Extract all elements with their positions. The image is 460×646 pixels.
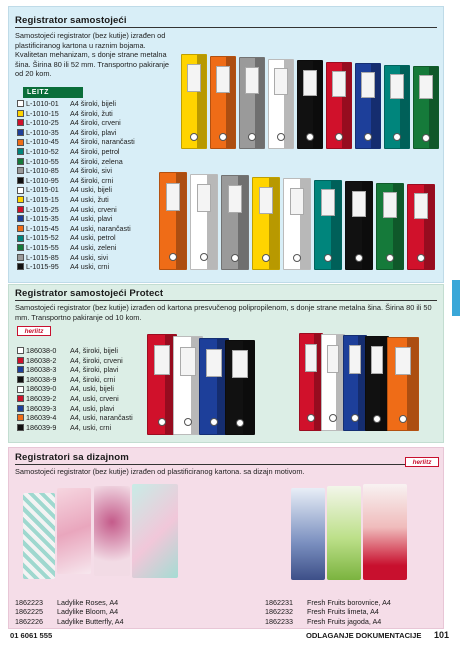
list-item [17, 384, 133, 394]
product-code: 1862223 [15, 598, 43, 607]
list-item [17, 185, 135, 195]
color-swatch [17, 235, 24, 242]
finger-hole [231, 254, 239, 262]
spine-label [332, 71, 345, 97]
color-swatch [17, 414, 24, 421]
binder [343, 335, 367, 431]
section-description: Samostojeći registrator (bez kutije) izrađen od plastificiranog kartona. sa dizajn motivom. [15, 467, 305, 476]
color-swatch [17, 206, 24, 213]
product-code: L-1010-55 [26, 156, 59, 166]
product-code: L-1010-15 [26, 108, 59, 118]
product-code: 1862231 [265, 598, 293, 607]
color-swatch [17, 167, 24, 174]
list-item [17, 375, 133, 385]
spine-label [327, 345, 339, 374]
product-description: A4 široki, petrol [70, 146, 120, 156]
list-item [17, 137, 135, 147]
product-code: 186038-2 [26, 355, 57, 365]
list-item [17, 262, 135, 272]
binder [190, 174, 218, 271]
list-item [17, 157, 135, 167]
section-title: Registratori sa dizajnom [15, 452, 129, 463]
product-description: A4 uski, narančasti [70, 223, 131, 233]
product-code: L-1010-95 [26, 175, 59, 185]
product-code: 1862226 [15, 616, 43, 626]
product-code: L-1015-01 [26, 185, 59, 195]
list-item [17, 243, 135, 253]
fresh-fruits-borovnice-binder [291, 488, 325, 580]
product-description: A4, uski, crni [70, 422, 112, 432]
binder [387, 337, 419, 431]
color-swatch [17, 366, 24, 373]
product-description: A4 široki, bijeli [70, 99, 116, 108]
color-swatch [17, 158, 24, 165]
list-item [265, 617, 391, 626]
product-list-fresh-fruits [265, 598, 391, 626]
list-item [17, 109, 135, 119]
divider [15, 27, 437, 28]
spine-label [180, 347, 196, 376]
list-item [17, 214, 135, 224]
color-swatch [17, 119, 24, 126]
product-code: L-1010-25 [26, 118, 59, 128]
product-code: 186038-0 [26, 346, 57, 355]
product-code: L-1010-01 [26, 99, 59, 108]
list-item [17, 166, 135, 176]
binder [221, 175, 249, 270]
binder [239, 57, 265, 149]
ladylike-butterfly-binder [94, 486, 130, 576]
product-code: 186039-9 [26, 422, 57, 432]
ladylike-bloom-binder [57, 488, 91, 574]
list-item [265, 607, 391, 616]
section-registrator-samostojeci [8, 6, 444, 283]
color-swatch [17, 187, 24, 194]
section-title: Registrator samostojeći Protect [15, 288, 164, 299]
spine-label [216, 66, 229, 93]
list-item [17, 365, 133, 375]
color-swatch [17, 386, 24, 393]
finger-hole [293, 254, 301, 262]
product-description: A4 uski, zeleni [70, 242, 117, 252]
finger-hole [277, 133, 285, 141]
binder [384, 65, 410, 150]
binder [225, 340, 255, 435]
product-description: Fresh Fruits jagoda, A4 [307, 616, 382, 626]
spine-label [245, 67, 258, 94]
list-item [17, 404, 133, 414]
color-swatch [17, 148, 24, 155]
herlitz-logo [17, 326, 51, 336]
finger-hole [399, 415, 407, 423]
product-description: A4, široki, plavi [70, 365, 119, 375]
list-item [17, 118, 135, 128]
color-swatch [17, 100, 24, 107]
spine-label [154, 345, 170, 375]
product-description: A4 široki, crni [70, 175, 114, 185]
product-description: A4 široki, narančasti [70, 137, 135, 147]
color-swatch [17, 376, 24, 383]
product-description: Ladylike Butterfly, A4 [57, 616, 124, 626]
side-tab [452, 280, 460, 316]
color-swatch [17, 129, 24, 136]
product-code: L-1010-85 [26, 166, 59, 176]
spine-label [166, 183, 181, 212]
brand-name: herlitz [412, 458, 432, 466]
color-swatch [17, 357, 24, 364]
product-code: 186038-3 [26, 365, 57, 375]
color-swatch [17, 215, 24, 222]
list-item [17, 413, 133, 423]
product-description: A4 uski, sivi [70, 252, 108, 262]
spine-label [383, 192, 398, 218]
product-code: L-1015-95 [26, 262, 59, 272]
binder [413, 66, 439, 149]
product-code: 186039-0 [26, 384, 57, 394]
ladylike-roses-binder [23, 493, 55, 579]
product-description: A4 široki, zelena [70, 156, 123, 166]
product-code: L-1015-85 [26, 252, 59, 262]
list-item [17, 99, 135, 109]
product-description: A4, uski, plavi [70, 403, 115, 413]
section-registratori-dizajn [8, 447, 444, 629]
product-description: A4 široki, plavi [70, 127, 117, 137]
divider [15, 464, 437, 465]
section-description: Samostojeći registrator (bez kutije) izrađen od plastificiranog kartona u raznim bojama. Kvalitetan mehanizam, s donje strane metalna šina. Širina 80 ili 52 mm. Transportno pakiranje od 20 kom. [15, 31, 170, 79]
spine-label [206, 349, 222, 378]
list-item [15, 617, 124, 626]
binder [252, 177, 280, 271]
color-swatch [17, 196, 24, 203]
product-description: A4, uski, crveni [70, 393, 119, 403]
product-code: 1862232 [265, 607, 293, 617]
list-item [17, 233, 135, 243]
binder [376, 183, 404, 271]
spine-label [414, 193, 429, 218]
spine-label [290, 188, 305, 215]
spine-label [349, 345, 361, 373]
product-description: A4 uski, plavi [70, 214, 113, 224]
binder [365, 336, 389, 431]
product-code: L-1015-25 [26, 204, 59, 214]
finger-hole [373, 415, 381, 423]
brand-name: LEITZ [27, 89, 49, 96]
binder [283, 178, 311, 270]
spine-label [390, 74, 403, 99]
binder [268, 59, 294, 150]
list-item [17, 423, 133, 433]
page-number: 101 [434, 630, 450, 640]
product-description: Fresh Fruits limeta, A4 [307, 607, 379, 617]
binder [345, 181, 373, 270]
color-swatch [17, 177, 24, 184]
product-description: A4, široki, crveni [70, 355, 123, 365]
product-code: L-1010-35 [26, 127, 59, 137]
leitz-logo [23, 87, 83, 98]
product-description: A4, uski, bijeli [70, 384, 114, 394]
color-swatch [17, 254, 24, 261]
spine-label [187, 64, 200, 92]
color-swatch [17, 395, 24, 402]
list-item [17, 253, 135, 263]
finger-hole [219, 133, 227, 141]
list-item [17, 356, 133, 366]
list-item [265, 598, 391, 607]
section-description: Samostojeći registrator (bez kutije) izrađen od kartona presvučenog polipropilenom, s donje strane metalna šina. Širina 80 ili 50 mm. Transportno pakiranje od 10 kom. [15, 303, 432, 322]
product-description: A4, uski, narančasti [70, 413, 133, 423]
list-item [17, 205, 135, 215]
product-list [17, 346, 133, 432]
binder [314, 180, 342, 271]
product-description: A4 uski, crveni [70, 204, 117, 214]
section-title: Registrator samostojeći [15, 15, 127, 26]
product-description: A4 uski, bijeli [70, 185, 112, 195]
finger-hole [422, 134, 430, 142]
spine-label [259, 187, 274, 214]
binder [355, 63, 381, 149]
color-swatch [17, 139, 24, 146]
product-code: 1862233 [265, 616, 293, 626]
product-description: A4, široki, crni [70, 374, 116, 384]
list-item [15, 607, 124, 616]
footer-category: ODLAGANJE DOKUMENTACIJE [306, 631, 422, 640]
color-swatch [17, 347, 24, 354]
product-code: L-1015-55 [26, 242, 59, 252]
product-description: A4 uski, petrol [70, 233, 116, 243]
product-code: L-1010-45 [26, 137, 59, 147]
list-item [17, 195, 135, 205]
ladylike-binder-front [132, 484, 178, 578]
spine-label [321, 189, 336, 216]
list-item [17, 346, 133, 356]
finger-hole [324, 254, 332, 262]
product-code: 186039-2 [26, 393, 57, 403]
color-swatch [17, 405, 24, 412]
product-list [17, 99, 135, 272]
product-description: A4 široki, crveni [70, 118, 121, 128]
section-registrator-protect [8, 284, 444, 443]
product-code: 186038-9 [26, 374, 57, 384]
binder [297, 60, 323, 149]
color-swatch [17, 244, 24, 251]
page-footer [8, 630, 450, 642]
finger-hole [190, 133, 198, 141]
product-description: A4 široki, žuti [70, 108, 113, 118]
product-code: 186039-4 [26, 413, 57, 423]
divider [15, 300, 437, 301]
color-swatch [17, 225, 24, 232]
product-code: L-1015-35 [26, 214, 59, 224]
finger-hole [248, 133, 256, 141]
list-item [17, 394, 133, 404]
product-code: 1862225 [15, 607, 43, 617]
spine-label [305, 344, 317, 373]
spine-label [274, 68, 287, 95]
color-swatch [17, 424, 24, 431]
spine-label [361, 72, 374, 97]
fresh-fruits-jagoda-binder [363, 484, 407, 580]
spine-label [371, 346, 383, 374]
binder [299, 333, 323, 431]
spine-label [228, 185, 243, 213]
product-description: A4 uski, crni [70, 262, 110, 272]
product-description: A4 uski, žuti [70, 194, 109, 204]
finger-hole [262, 254, 270, 262]
product-code: L-1015-45 [26, 223, 59, 233]
list-item [17, 224, 135, 234]
product-description: Fresh Fruits borovnice, A4 [307, 598, 391, 607]
spine-label [395, 347, 412, 375]
brand-name: herlitz [24, 327, 44, 335]
list-item [15, 598, 124, 607]
spine-label [197, 184, 212, 212]
spine-label [232, 350, 248, 378]
list-item [17, 147, 135, 157]
spine-label [303, 70, 316, 96]
finger-hole [236, 419, 244, 427]
product-description: Ladylike Bloom, A4 [57, 607, 119, 617]
fresh-fruits-limeta-binder [327, 486, 361, 580]
list-item [17, 176, 135, 186]
product-list-ladylike [15, 598, 124, 626]
herlitz-logo [405, 457, 439, 467]
binder [159, 172, 187, 270]
product-code: L-1010-52 [26, 146, 59, 156]
list-item [17, 128, 135, 138]
binder [407, 184, 435, 270]
spine-label [419, 75, 432, 99]
footer-phone: 01 6061 555 [10, 631, 53, 640]
product-code: L-1015-15 [26, 194, 59, 204]
product-description: A4, široki, bijeli [70, 346, 118, 355]
binder [326, 62, 352, 150]
finger-hole [355, 254, 363, 262]
binder [210, 56, 236, 150]
binder [181, 54, 207, 149]
product-description: A4 široki, sivi [70, 166, 112, 176]
color-swatch [17, 110, 24, 117]
finger-hole [306, 133, 314, 141]
spine-label [352, 191, 367, 217]
product-code: L-1015-52 [26, 233, 59, 243]
binder [321, 334, 345, 431]
product-description: Ladylike Roses, A4 [57, 598, 119, 607]
product-code: 186039-3 [26, 403, 57, 413]
color-swatch [17, 263, 24, 270]
